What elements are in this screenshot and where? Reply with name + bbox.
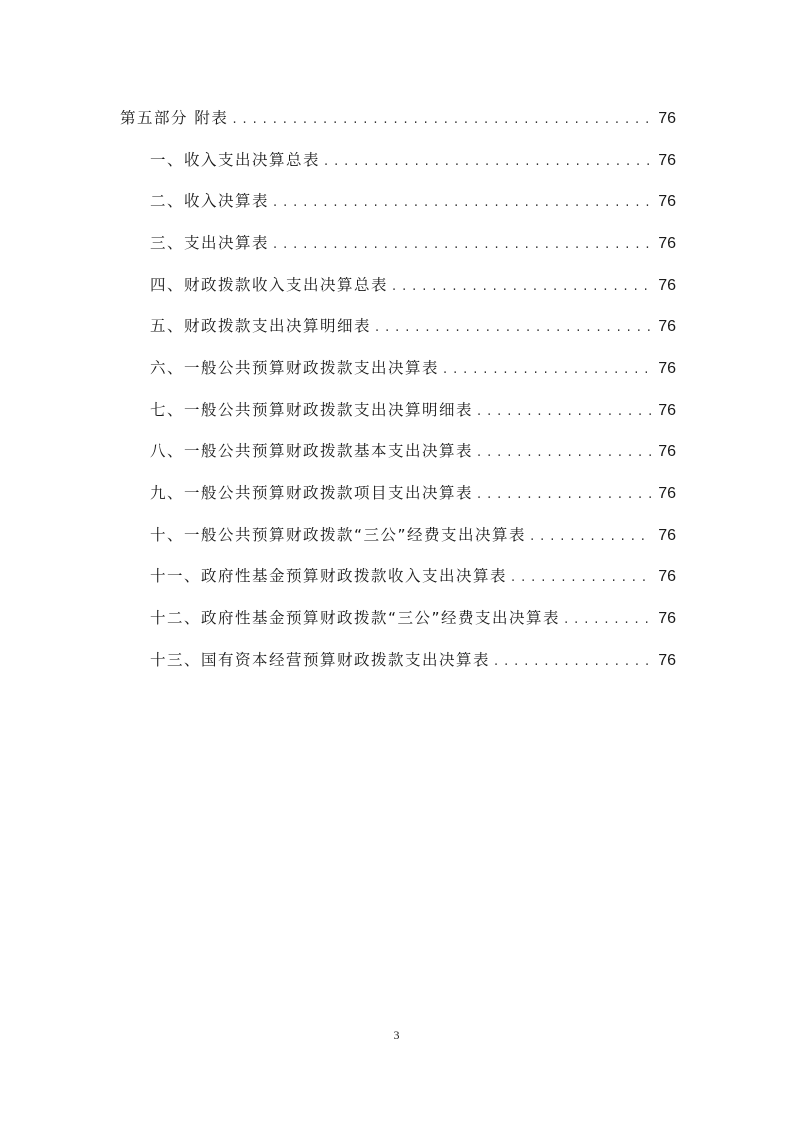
toc-entry-title: 八、一般公共预算财政拨款基本支出决算表	[150, 442, 474, 460]
toc-entry-1[interactable]	[150, 148, 676, 172]
toc-entry-page: 76	[658, 110, 676, 127]
toc-entry-page: 76	[658, 527, 676, 544]
toc-entry-title: 六、一般公共预算财政拨款支出决算表	[150, 359, 440, 377]
toc-entry-title: 九、一般公共预算财政拨款项目支出决算表	[150, 484, 474, 502]
toc-entry-10[interactable]	[150, 523, 676, 547]
toc-entry-page: 76	[658, 568, 676, 585]
dot-leader	[392, 279, 652, 294]
toc-entry-page: 76	[658, 152, 676, 169]
toc-entry-page: 76	[658, 485, 676, 502]
toc-entry-page: 76	[658, 235, 676, 252]
toc-entry-page: 76	[658, 443, 676, 460]
toc-entry-3[interactable]	[150, 231, 676, 255]
dot-leader	[511, 570, 652, 585]
toc-entry-page: 76	[658, 610, 676, 627]
dot-leader	[530, 529, 652, 544]
dot-leader	[564, 612, 652, 627]
dot-leader	[273, 195, 652, 210]
toc-entry-page: 76	[658, 193, 676, 210]
toc-entry-4[interactable]	[150, 273, 676, 297]
dot-leader	[375, 320, 652, 335]
toc-entry-title: 一、收入支出决算总表	[150, 151, 321, 169]
toc-entry-8[interactable]	[150, 439, 676, 463]
toc-entry-9[interactable]	[150, 481, 676, 505]
toc-entry-title: 十三、国有资本经营预算财政拨款支出决算表	[150, 651, 491, 669]
dot-leader	[477, 487, 652, 502]
toc-entry-12[interactable]	[150, 606, 676, 630]
toc-entry-title: 十、一般公共预算财政拨款“三公”经费支出决算表	[150, 526, 527, 544]
page-number: 3	[393, 1028, 400, 1042]
toc-entry-page: 76	[658, 652, 676, 669]
toc-entry-title: 七、一般公共预算财政拨款支出决算明细表	[150, 401, 474, 419]
toc-entry-6[interactable]	[150, 356, 676, 380]
dot-leader	[324, 154, 652, 169]
toc-entry-page: 76	[658, 318, 676, 335]
toc-entry-title: 五、财政拨款支出决算明细表	[150, 317, 372, 335]
dot-leader	[494, 654, 652, 669]
toc-entry-2[interactable]	[150, 189, 676, 213]
dot-leader	[443, 362, 652, 377]
toc-entry-page: 76	[658, 277, 676, 294]
toc-entry-13[interactable]	[150, 648, 676, 672]
dot-leader	[232, 112, 652, 127]
toc-entry-5[interactable]	[150, 314, 676, 338]
toc-entry-title: 二、收入决算表	[150, 192, 270, 210]
toc-entry-11[interactable]	[150, 564, 676, 588]
dot-leader	[477, 445, 652, 460]
dot-leader	[273, 237, 652, 252]
toc-entry-part5[interactable]	[120, 106, 676, 130]
dot-leader	[477, 404, 652, 419]
toc-entry-page: 76	[658, 402, 676, 419]
toc-entry-title: 第五部分 附表	[120, 109, 229, 127]
toc-entry-page: 76	[658, 360, 676, 377]
toc-entry-title: 四、财政拨款收入支出决算总表	[150, 276, 389, 294]
toc-entry-7[interactable]	[150, 398, 676, 422]
toc-entry-title: 三、支出决算表	[150, 234, 270, 252]
toc-entry-title: 十一、政府性基金预算财政拨款收入支出决算表	[150, 567, 508, 585]
toc-entry-title: 十二、政府性基金预算财政拨款“三公”经费支出决算表	[150, 609, 561, 627]
